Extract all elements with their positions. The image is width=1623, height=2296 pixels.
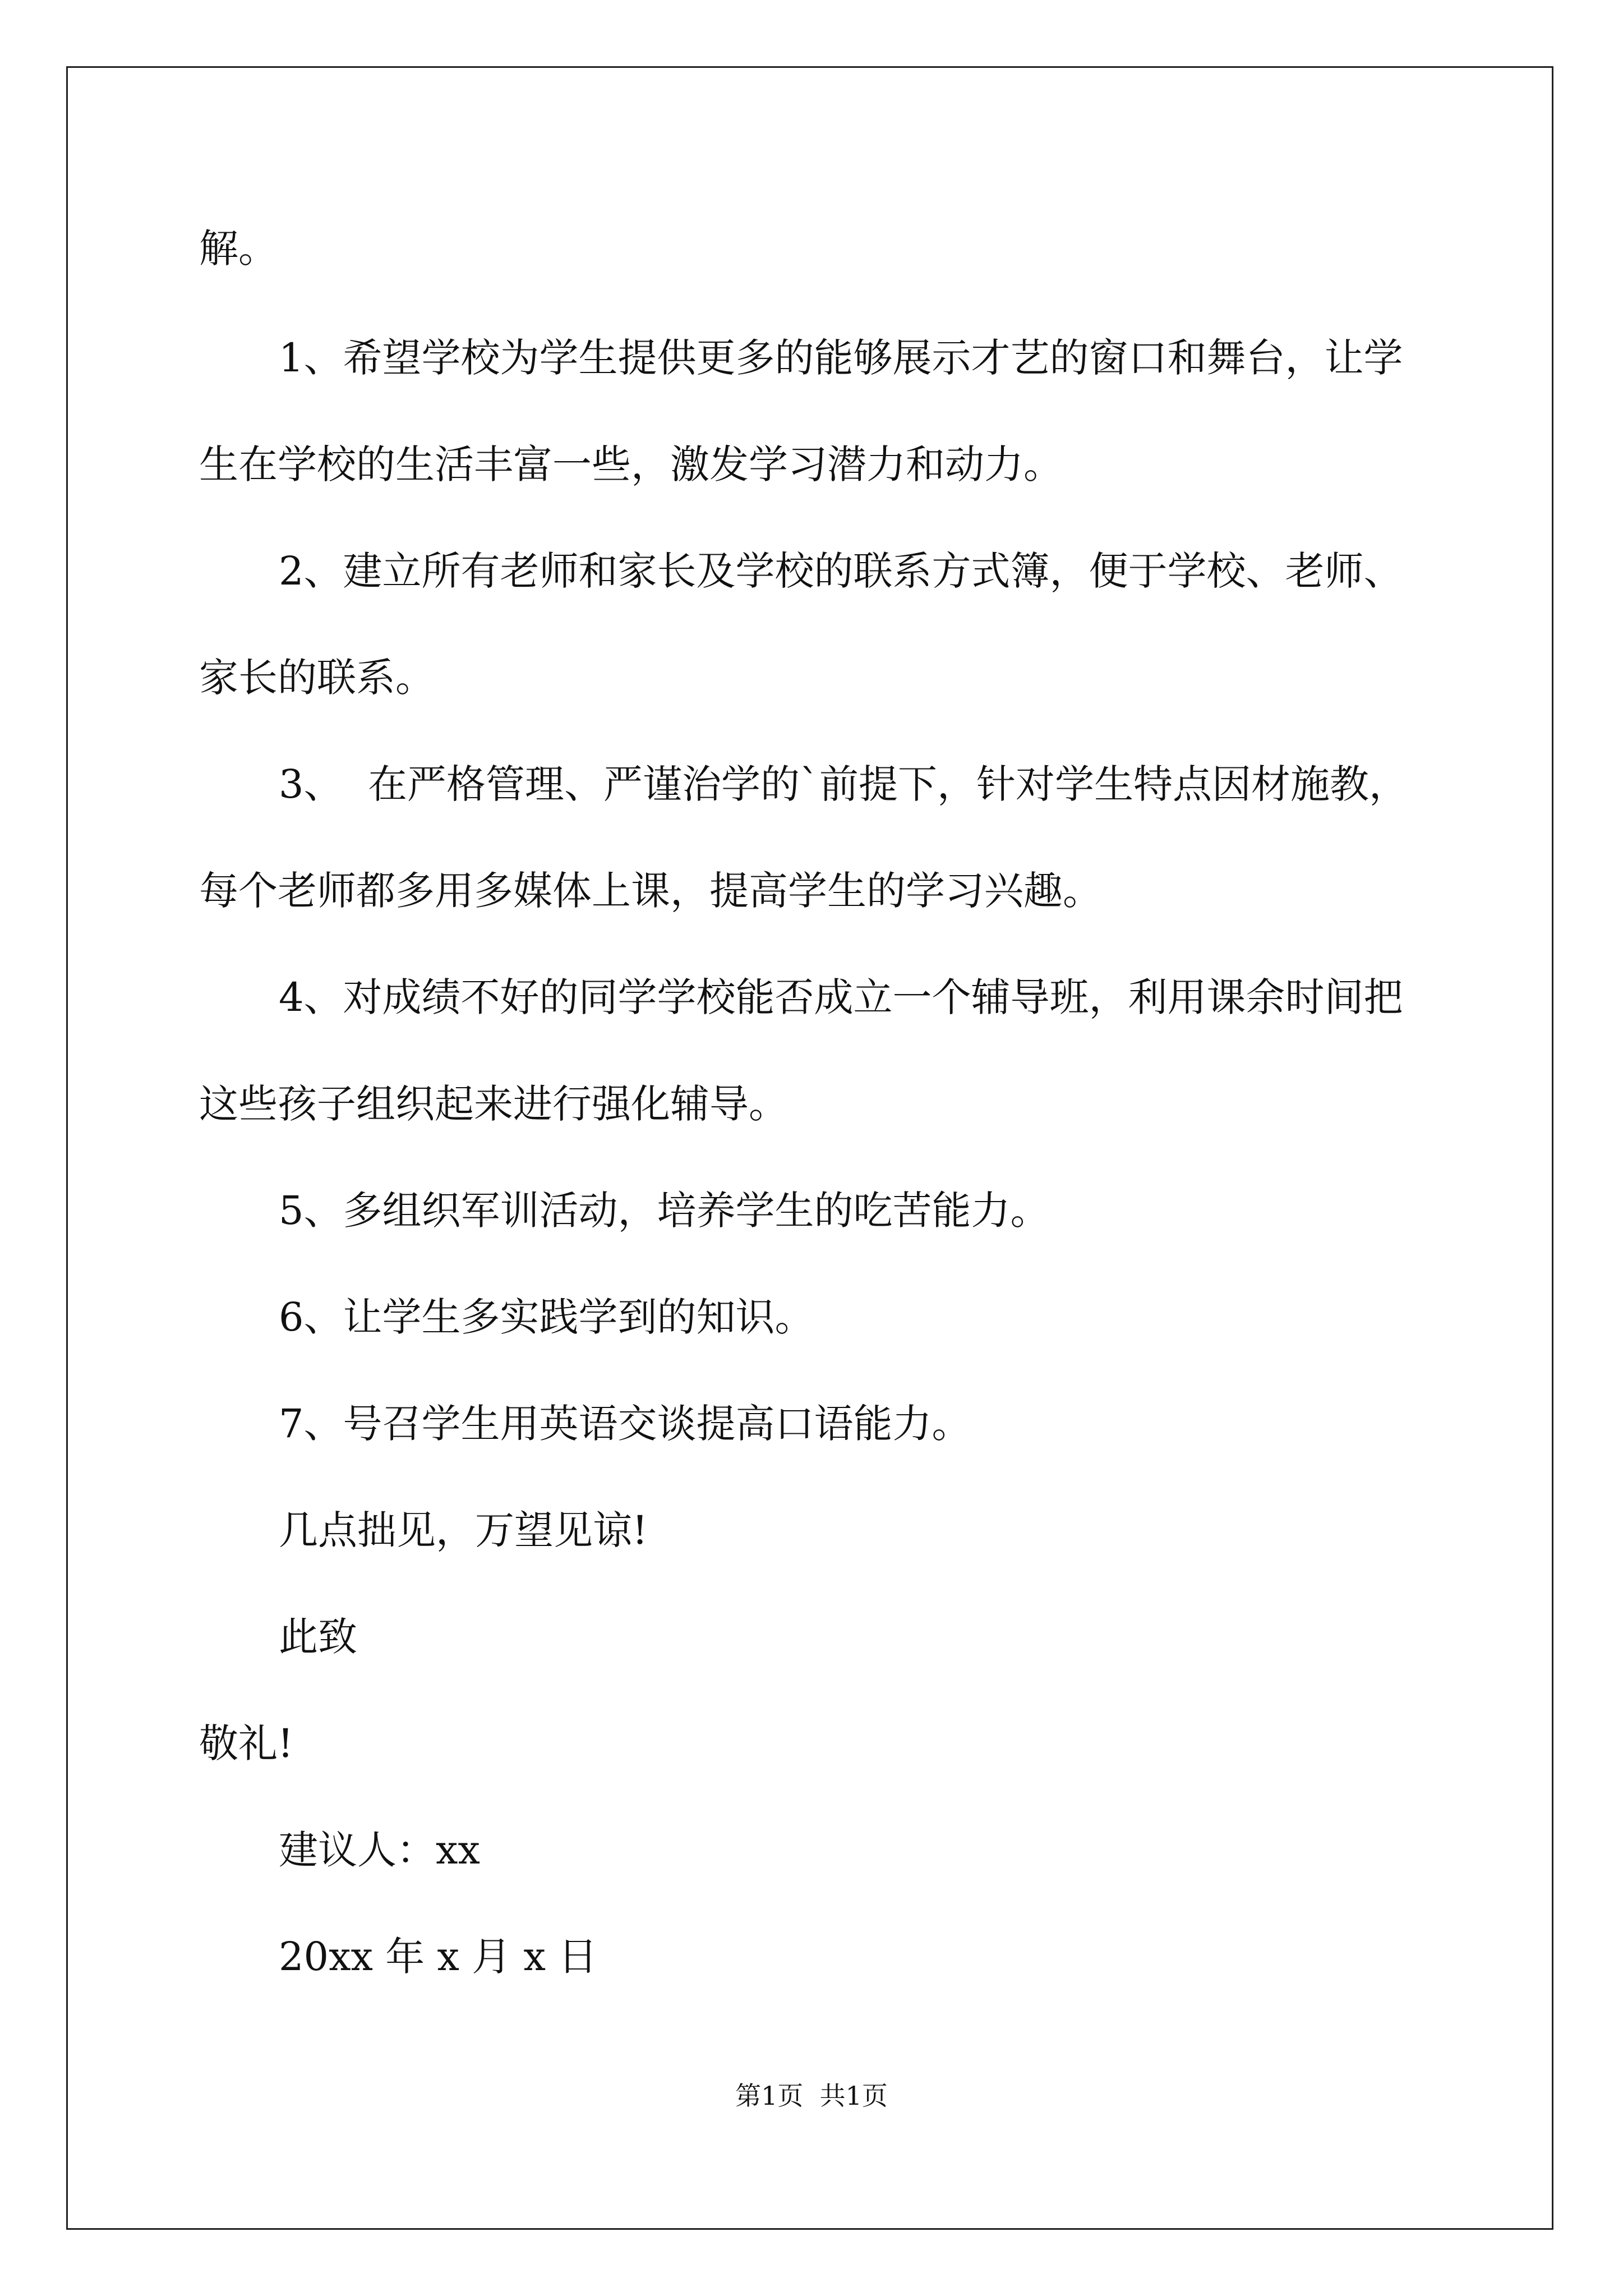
- body-line-9: 这些孩子组织起来进行强化辅导。: [199, 1081, 788, 1127]
- body-line-10: 5、多组织军训活动，培养学生的吃苦能力。: [279, 1188, 1050, 1234]
- body-line-8: 4、对成绩不好的同学学校能否成立一个辅导班，利用课余时间把: [279, 974, 1403, 1020]
- body-line-15: 敬礼!: [199, 1720, 294, 1766]
- body-line-11: 6、让学生多实践学到的知识。: [279, 1294, 814, 1340]
- body-line-4: 2、建立所有老师和家长及学校的联系方式簿，便于学校、老师、: [279, 548, 1403, 594]
- body-line-5: 家长的联系。: [199, 655, 435, 701]
- body-line-16: 建议人：xx: [279, 1827, 480, 1873]
- body-line-7: 每个老师都多用多媒体上课，提高学生的学习兴趣。: [199, 868, 1102, 914]
- body-line-12: 7、号召学生用英语交谈提高口语能力。: [279, 1401, 971, 1447]
- body-line-6: 3、 在严格管理、严谨治学的`前提下，针对学生特点因材施教，: [279, 761, 1409, 807]
- body-line-3: 生在学校的生活丰富一些，激发学习潜力和动力。: [199, 441, 1063, 487]
- body-line-17: 20xx 年 x 月 x 日: [279, 1934, 598, 1980]
- body-line-13: 几点拙见，万望见谅!: [279, 1507, 648, 1553]
- page-number-footer: 第1页 共1页: [735, 2081, 888, 2111]
- page-frame: [66, 66, 1553, 2230]
- body-line-2: 1、希望学校为学生提供更多的能够展示才艺的窗口和舞台，让学: [279, 335, 1403, 381]
- body-line-14: 此致: [279, 1614, 357, 1660]
- body-line-1: 解。: [199, 226, 278, 272]
